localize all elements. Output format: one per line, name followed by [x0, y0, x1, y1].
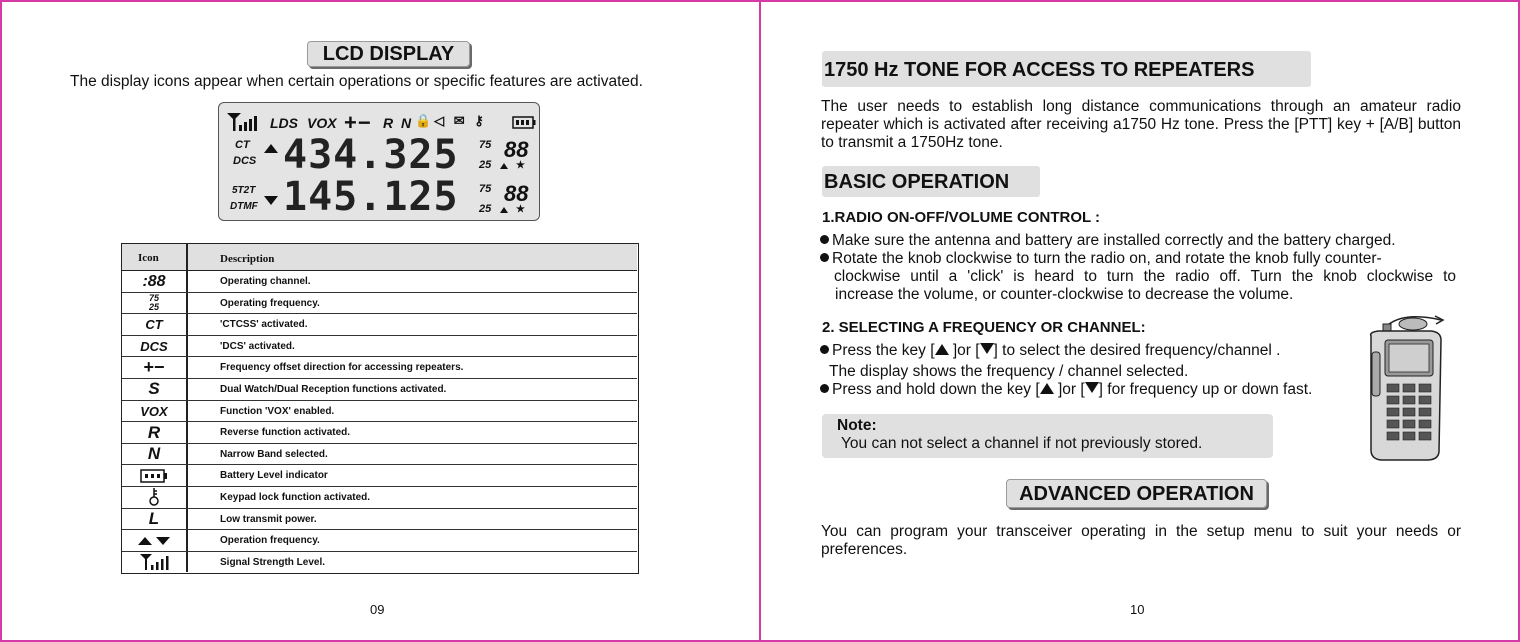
row-description: Frequency offset direction for accessing repeaters. [220, 362, 464, 374]
lcd-status-symbols-icon: 🔒◁ ✉ ⚷ [415, 113, 487, 128]
table-row [122, 379, 637, 401]
key-icon [122, 487, 186, 508]
up-key-icon [935, 344, 949, 355]
lcd-step-25-a: 25 [479, 159, 492, 171]
row-description: Operating channel. [220, 276, 311, 287]
lcd-step-75-b: 75 [479, 183, 492, 195]
basic-operation-title: BASIC OPERATION [822, 166, 1040, 197]
bullet-icon [820, 253, 829, 262]
lcd-channel-b: 88 [504, 181, 529, 206]
row-description: Reverse function activated. [220, 427, 351, 439]
lcd-lds-label: LDS [270, 115, 298, 131]
note-box [822, 414, 1273, 458]
s1-bullet-2-line-1 [820, 250, 1456, 268]
lcd-ct-label: CT [235, 139, 250, 151]
s1-bullet-2 [820, 250, 1456, 304]
row-description: Battery Level indicator [220, 470, 328, 482]
dcs-icon: DCS [140, 338, 168, 354]
antenna-signal-icon [226, 112, 258, 132]
table-row [122, 271, 637, 293]
lcd-up-arrow-icon [264, 144, 278, 153]
icon-text-top: 75 [148, 293, 159, 304]
n-icon: N [147, 444, 161, 464]
table-row [122, 487, 637, 509]
s1-bullet-1 [820, 232, 1396, 250]
lcd-display-title: LCD DISPLAY [307, 41, 470, 67]
ct-icon: CT [145, 317, 163, 333]
table-row [122, 509, 637, 531]
s2-b1-text-b: ]or [ [948, 342, 980, 359]
l-icon: L [148, 509, 160, 529]
s1-bullet-1-text: Make sure the antenna and battery are installed correctly and the battery charged. [832, 232, 1396, 249]
s1-bullet-2-line-2: clockwise until a 'click' is heard to turn the radio off. Turn the knob clockwise to [834, 268, 1456, 285]
lcd-small-up-icon [500, 207, 508, 213]
lcd-rn-label: R N [383, 115, 414, 131]
lcd-battery-icon [512, 116, 536, 129]
lcd-dtmf-label: DTMF [230, 201, 258, 212]
header-icon: Icon [138, 252, 159, 264]
vox-icon: VOX [140, 403, 168, 419]
lcd-intro-text: The display icons appear when certain operations or specific features are activated. [70, 73, 643, 90]
s2-bullet-2 [820, 381, 1312, 399]
battery-icon [122, 465, 186, 486]
note-text: You can not select a channel if not previously stored. [841, 435, 1203, 452]
radio-knob-illustration-icon [1361, 312, 1461, 462]
table-row [122, 401, 637, 423]
bullet-icon [820, 235, 829, 244]
table-row [122, 357, 637, 379]
lcd-dcs-label: DCS [233, 155, 257, 167]
section2-title: 2. SELECTING A FREQUENCY OR CHANNEL: [822, 319, 1146, 336]
header-description: Description [220, 253, 275, 265]
s2-b2-text-b: ]or [ [1053, 381, 1085, 398]
note-label: Note: [837, 417, 877, 434]
s2-b1-text-a: Press the key [ [832, 342, 935, 359]
lcd-panel [218, 102, 540, 221]
row-description: Low transmit power. [220, 513, 317, 525]
s2-b2-text-a: Press and hold down the key [ [832, 381, 1040, 398]
lcd-small-up-icon [500, 163, 508, 169]
table-row [122, 422, 637, 444]
row-description: Dual Watch/Dual Reception functions activated. [220, 383, 447, 395]
lcd-frequency-b: 145.125 [283, 174, 459, 220]
table-rows [122, 271, 637, 573]
lcd-5t2t-label: 5T2T [232, 185, 256, 196]
s2-b1-text-c: ] to select the desired frequency/channel . [993, 342, 1281, 359]
r-icon: R [147, 422, 161, 442]
page-number: 09 [370, 602, 385, 617]
right-page [761, 0, 1518, 642]
lcd-frequency-a: 434.325 [283, 132, 459, 178]
down-key-icon [980, 343, 994, 354]
table-row [122, 336, 637, 358]
row-description: 'DCS' activated. [220, 340, 295, 352]
table-row [122, 444, 637, 466]
lcd-step-75-a: 75 [479, 139, 492, 151]
table-header [122, 244, 637, 271]
table-row [122, 314, 637, 336]
step-75-25-icon [122, 293, 186, 314]
table-row [122, 465, 637, 487]
section1-title: 1.RADIO ON-OFF/VOLUME CONTROL : [822, 209, 1101, 226]
channel-digits-icon: :88 [142, 272, 166, 290]
up-down-arrows-icon [122, 530, 186, 551]
s1-bullet-2-text-1: Rotate the knob clockwise to turn the radio on, and rotate the knob fully counter- [832, 250, 1382, 267]
signal-strength-icon [122, 552, 186, 573]
lcd-step-25-b: 25 [479, 203, 492, 215]
left-page [0, 0, 759, 642]
table-row [122, 293, 637, 315]
lcd-star-icon: ★ [516, 160, 525, 171]
page-number: 10 [1130, 602, 1145, 617]
s2-b2-text-c: ] for frequency up or down fast. [1098, 381, 1313, 398]
row-description: Keypad lock function activated. [220, 491, 371, 503]
tone-title: 1750 Hz TONE FOR ACCESS TO REPEATERS [822, 51, 1311, 87]
row-description: Operation frequency. [220, 535, 320, 547]
lcd-plus-minus-icon: +− [344, 110, 372, 135]
row-description: Signal Strength Level. [220, 556, 326, 568]
table-row [122, 530, 637, 552]
icon-description-table [121, 243, 639, 574]
icon-text-bottom: 25 [148, 302, 159, 313]
advanced-operation-title: ADVANCED OPERATION [1006, 479, 1267, 508]
s-icon: S [148, 379, 160, 399]
lcd-down-arrow-icon [264, 196, 278, 205]
lcd-vox-label: VOX [307, 115, 337, 131]
plus-minus-icon: +− [143, 357, 165, 378]
lcd-star-icon: ★ [516, 204, 525, 215]
up-key-icon [1040, 383, 1054, 394]
bullet-icon [820, 384, 829, 393]
table-row [122, 552, 637, 574]
row-description: Function 'VOX' enabled. [220, 405, 335, 417]
s2-line-2: The display shows the frequency / channel selected. [829, 363, 1189, 380]
tone-paragraph: The user needs to establish long distance communications through an amateur radio repeater which is activated after receiving a1750 Hz tone. Press the [PTT] key + [A/B] button to transmit a 1750Hz tone. [821, 98, 1461, 151]
advanced-paragraph: You can program your transceiver operating in the setup menu to suit your needs or preferences. [821, 523, 1461, 558]
lcd-channel-a: 88 [504, 137, 529, 162]
row-description: 'CTCSS' activated. [220, 319, 308, 331]
row-description: Operating frequency. [220, 297, 320, 309]
bullet-icon [820, 345, 829, 354]
s2-bullet-1 [820, 342, 1280, 360]
down-key-icon [1085, 382, 1099, 393]
row-description: Narrow Band selected. [220, 448, 328, 460]
s1-bullet-2-line-3: increase the volume, or counter-clockwise to decrease the volume. [835, 286, 1294, 303]
